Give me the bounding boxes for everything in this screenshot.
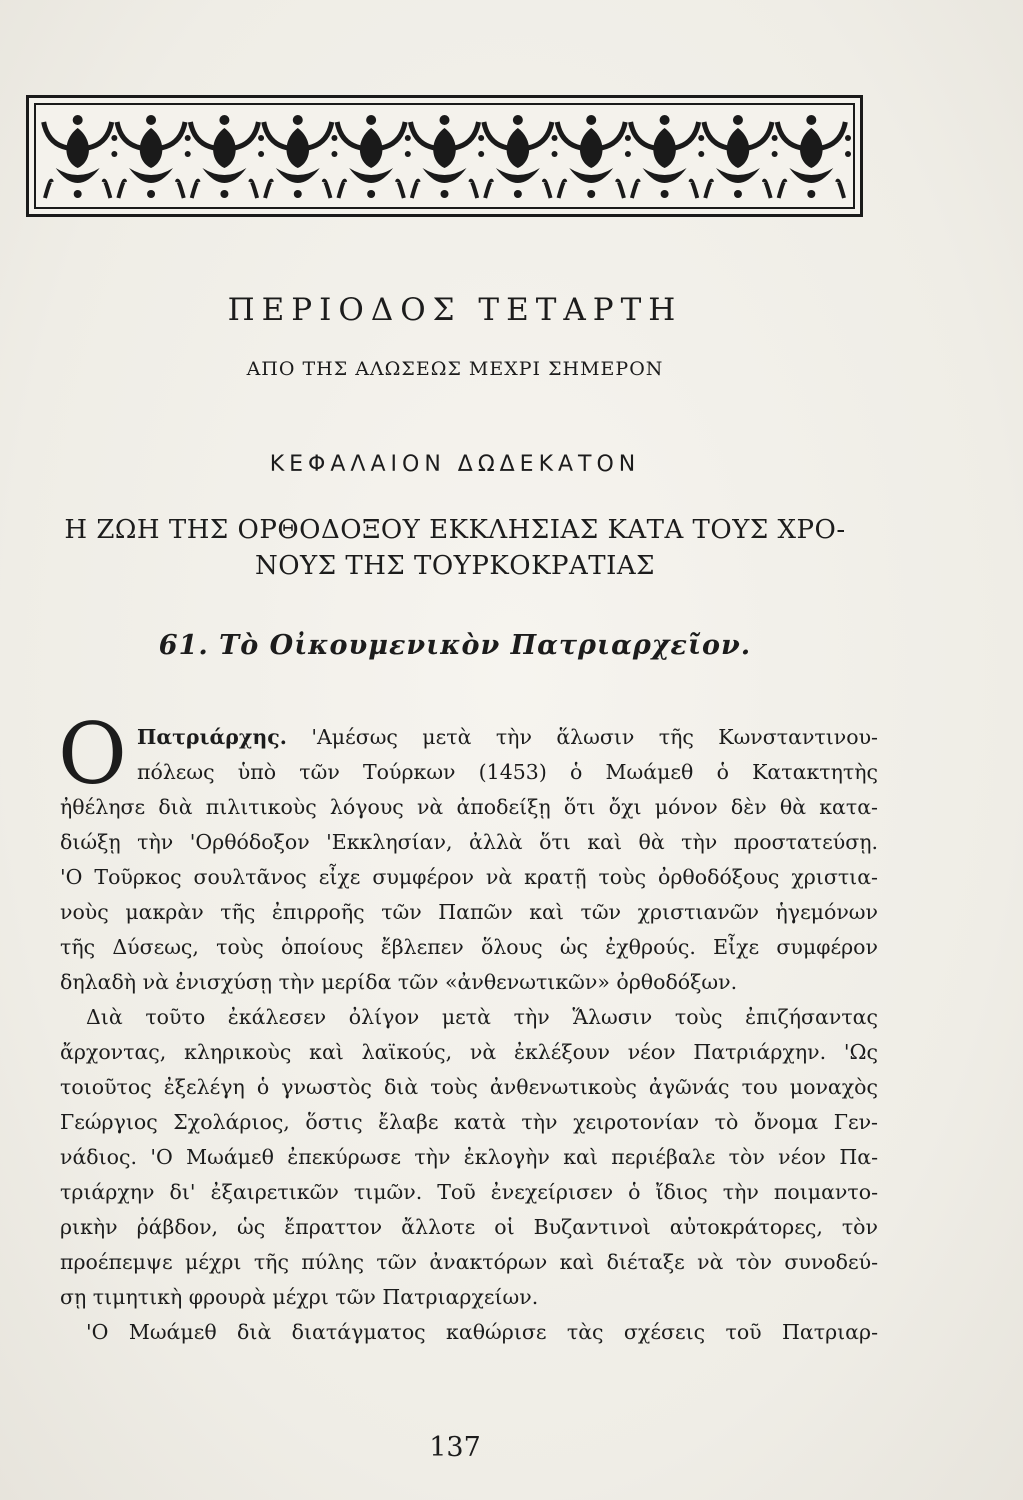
text-line: προέπεμψε μέχρι τῆς πύλης τῶν ἀνακτόρων καὶ διέταξε νὰ τὸν συνοδεύ- <box>60 1250 878 1274</box>
text-line: σῃ τιμητικὴ φρουρὰ μέχρι τῶν Πατριαρχείων. <box>60 1285 539 1309</box>
text-line: Πατριάρχης. 'Αμέσως μετὰ τὴν ἅλωσιν τῆς Κωνσταντινου- <box>137 725 878 749</box>
text-line: πόλεως ὑπὸ τῶν Τούρκων (1453) ὁ Μωάμεθ ὁ Κατακτητὴς <box>137 760 878 784</box>
paragraph-2 <box>60 1000 878 1315</box>
text-line: δηλαδὴ νὰ ἐνισχύσῃ τὴν μερίδα τῶν «ἀνθενωτικῶν» ὀρθοδόξων. <box>60 970 738 994</box>
text-line: ρικὴν ῥάβδον, ὡς ἔπραττον ἄλλοτε οἱ Βυζαντινοὶ αὐτοκράτορες, τὸν <box>60 1215 878 1239</box>
drop-cap: Ο <box>58 705 127 803</box>
text-line: 'Ο Μωάμεθ διὰ διατάγματος καθώρισε τὰς σχέσεις τοῦ Πατριαρ- <box>86 1320 878 1344</box>
text-line: νοὺς μακρὰν τῆς ἐπιρροῆς τῶν Παπῶν καὶ τῶν χριστιανῶν ἡγεμόνων <box>60 900 878 924</box>
chapter-title-line-2: ΝΟΥΣ ΤΗΣ ΤΟΥΡΚΟΚΡΑΤΙΑΣ <box>254 551 656 581</box>
period-heading: ΠΕΡΙΟΔΟΣ ΤΕΤΑΡΤΗ <box>227 292 683 328</box>
text-line: Διὰ τοῦτο ἐκάλεσεν ὀλίγον μετὰ τὴν Ἅλωσιν τοὺς ἐπιζήσαντας <box>86 1005 878 1029</box>
chapter-title <box>0 512 910 584</box>
decorative-header-border <box>26 95 863 217</box>
text-line: ἄρχοντας, κληρικοὺς καὶ λαϊκούς, νὰ ἐκλέξουν νέον Πατριάρχην. 'Ως <box>60 1040 878 1064</box>
paragraph-1 <box>60 720 878 1000</box>
text-line: τῆς Δύσεως, τοὺς ὁποίους ἔβλεπεν ὅλους ὡς ἐχθρούς. Εἶχε συμφέρον <box>60 935 878 959</box>
period-subtitle: ΑΠΟ ΤΗΣ ΑΛΩΣΕΩΣ ΜΕΧΡΙ ΣΗΜΕΡΟΝ <box>246 358 664 380</box>
text-line: διώξῃ τὴν 'Ορθόδοξον 'Εκκλησίαν, ἀλλὰ ὅτι καὶ θὰ τὴν προστατεύσῃ. <box>60 830 878 854</box>
text-line: νάδιος. 'Ο Μωάμεθ ἐπεκύρωσε τὴν ἐκλογὴν καὶ περιέβαλε τὸν νέον Πα- <box>60 1145 878 1169</box>
section-title: 61. Τὸ Οἰκουμενικὸν Πατριαρχεῖον. <box>158 630 752 661</box>
text-line: τοιοῦτος ἐξελέγη ὁ γνωστὸς διὰ τοὺς ἀνθενωτικοὺς ἀγῶνάς του μοναχὸς <box>60 1075 878 1099</box>
text-line: 'Ο Τοῦρκος σουλτᾶνος εἶχε συμφέρον νὰ κρατῇ τοὺς ὀρθοδόξους χριστια- <box>60 865 878 889</box>
chapter-title-line-1: Η ΖΩΗ ΤΗΣ ΟΡΘΟΔΟΞΟΥ ΕΚΚΛΗΣΙΑΣ ΚΑΤΑ ΤΟΥΣ ΧΡΟ- <box>64 515 846 545</box>
text-line: ἠθέλησε διὰ πιλιτικοὺς λόγους νὰ ἀποδείξῃ ὅτι ὄχι μόνον δὲν θὰ κατα- <box>60 795 878 819</box>
chapter-heading: ΚΕΦΑΛΑΙΟΝ ΔΩΔΕΚΑΤΟΝ <box>269 452 641 477</box>
text-line: Γεώργιος Σχολάριος, ὅστις ἔλαβε κατὰ τὴν χειροτονίαν τὸ ὄνομα Γεν- <box>60 1110 878 1134</box>
page-number: 137 <box>429 1432 481 1463</box>
paragraph-3 <box>60 1315 878 1350</box>
text-line: τριάρχην δι' ἐξαιρετικῶν τιμῶν. Τοῦ ἐνεχείρισεν ὁ ἴδιος τὴν ποιμαντο- <box>60 1180 878 1204</box>
first-word: Πατριάρχης. <box>137 725 287 749</box>
